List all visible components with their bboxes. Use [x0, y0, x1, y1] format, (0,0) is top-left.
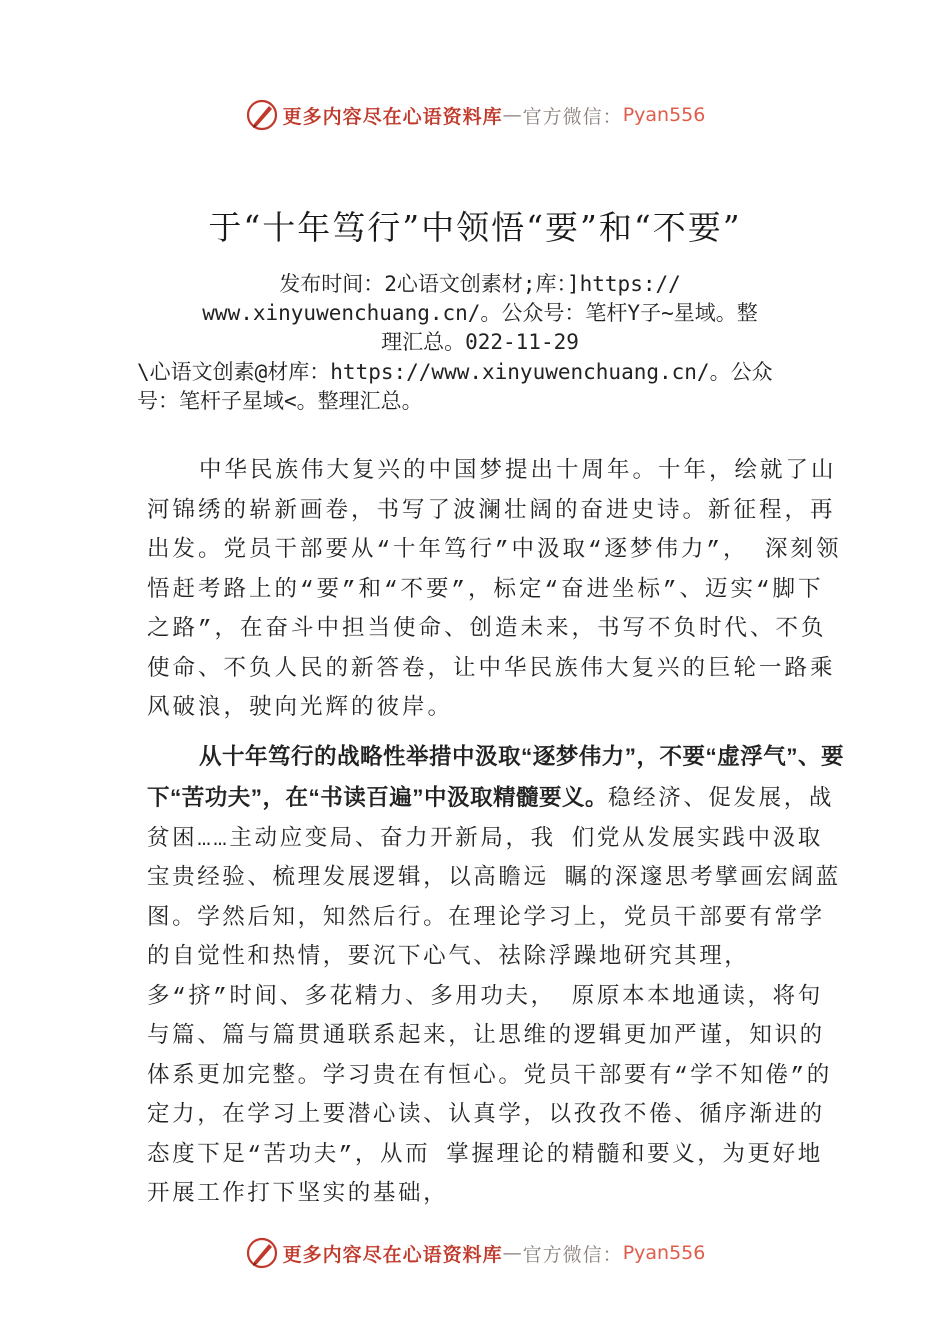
publish-info-line: 发布时间：2心语文创素材;库：]https://	[279, 272, 681, 296]
banner-brand: 更多内容尽在心语资料库	[282, 105, 503, 128]
publish-info-line: www.xinyuwenchuang.cn/。公众号：笔杆Y子~星域。整	[202, 301, 758, 325]
banner-official-label: 官方微信：	[522, 1243, 623, 1266]
header-banner	[0, 95, 950, 135]
publish-info-line: 理汇总。022-11-29	[381, 330, 579, 354]
pen-logo-icon	[245, 1236, 279, 1270]
footer-banner	[0, 1233, 950, 1273]
pen-logo-icon	[245, 98, 279, 132]
source-info	[137, 358, 857, 416]
publish-info	[130, 270, 830, 357]
banner-dash: —	[502, 1242, 523, 1264]
source-info-line: 号：笔杆子星域<。整理汇总。	[137, 389, 423, 413]
banner-official-label: 官方微信：	[522, 105, 623, 128]
page-title: 于“十年笃行”中领悟“要”和“不要”	[208, 208, 742, 247]
source-info-line: \心语文创素@材库：https://www.xinyuwenchuang.cn/。公众	[137, 360, 773, 384]
banner-wechat-id: Pyan556	[622, 104, 706, 126]
article-body	[147, 452, 847, 1215]
section-heading: 从十年笃行的战略性举措中汲取“逐梦伟力”，不要“虚浮气”、要下“苦功夫”，在“书读百遍”中汲取精髓要义。	[147, 743, 845, 810]
paragraph-section-1	[147, 737, 847, 1215]
banner-wechat-id: Pyan556	[622, 1242, 706, 1264]
banner-brand: 更多内容尽在心语资料库	[282, 1243, 503, 1266]
banner-dash: —	[502, 104, 523, 126]
section-text: 稳经济、促发展，战贫困……主动应变局、奋力开新局，我 们党从发展实践中汲取宝贵经验、梳理发展逻辑，以高瞻远 瞩的深邃思考擘画宏阔蓝图。学然后知，知然后行。在理论学习上，党员干部要有常学的自觉性和热情，要沉下心气、祛除浮躁地研究其理，多“挤”时间、多花精力、多用功夫， 原原本本地通读，将句与篇、篇与篇贯通联系起来，让思维的逻辑更加严谨，知识的体系更加完整。学习贵在有恒心。党员干部要有“学不知倦”的定力，在学习上要潜心读、认真学，以孜孜不倦、循序渐进的态度下足“苦功夫”，从而 掌握理论的精髓和要义，为更好地开展工作打下坚实的基础，	[147, 786, 841, 1207]
paragraph-intro: 中华民族伟大复兴的中国梦提出十周年。十年，绘就了山河锦绣的崭新画卷，书写了波澜壮阔的奋进史诗。新征程，再出发。党员干部要从“十年笃行”中汲取“逐梦伟力”， 深刻领悟赶考路上的“要”和“不要”，标定“奋进坐标”、迈实“脚下之路”，在奋斗中担当使命、创造未来，书写不负时代、不负使命、不负人民的新答卷，让中华民族伟大复兴的巨轮一路乘风破浪，驶向光辉的彼岸。	[147, 458, 842, 721]
